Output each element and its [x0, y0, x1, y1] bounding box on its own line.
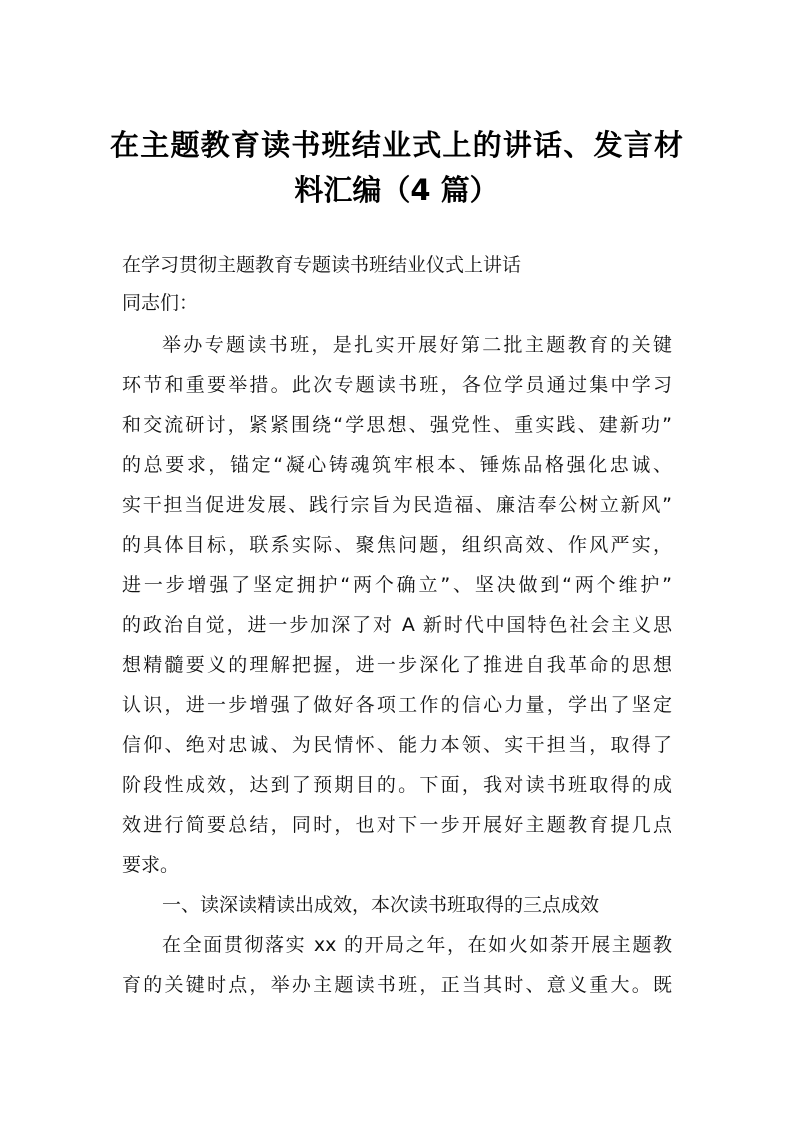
salutation: 同志们：: [122, 292, 199, 314]
paragraph-line: 效进行简要总结，同时，也对下一步开展好主题教育提几点: [122, 814, 672, 836]
paragraph-line: 的具体目标，联系实际、聚焦问题，组织高效、作风严实，: [122, 534, 672, 556]
paragraph-line: 阶段性成效，达到了预期目的。下面，我对读书班取得的成: [122, 774, 672, 796]
paragraph-line: 和交流研讨，紧紧围绕“学思想、强党性、重实践、建新功”: [122, 414, 672, 436]
section-heading-1: 一、读深读精读出成效，本次读书班取得的三点成效: [162, 894, 600, 916]
paragraph-line: 的政治自觉，进一步加深了对 A 新时代中国特色社会主义思: [122, 614, 672, 636]
paragraph-line: 举办专题读书班，是扎实开展好第二批主题教育的关键: [162, 334, 672, 356]
paragraph-line: 环节和重要举措。此次专题读书班，各位学员通过集中学习: [122, 374, 672, 396]
paragraph-line: 要求。: [122, 854, 180, 876]
paragraph-line: 在全面贯彻落实 xx 的开局之年，在如火如荼开展主题教: [162, 934, 672, 956]
paragraph-line: 实干担当促进发展、践行宗旨为民造福、廉洁奉公树立新风”: [122, 494, 672, 516]
paragraph-line: 的总要求，锚定“凝心铸魂筑牢根本、锤炼品格强化忠诚、: [122, 454, 672, 476]
paragraph-line: 进一步增强了坚定拥护“两个确立”、坚决做到“两个维护”: [122, 574, 672, 596]
document-title-line-2: 料汇编（4 篇）: [294, 173, 499, 207]
paragraph-line: 信仰、绝对忠诚、为民情怀、能力本领、实干担当，取得了: [122, 734, 672, 756]
paragraph-line: 想精髓要义的理解把握，进一步深化了推进自我革命的思想: [122, 654, 672, 676]
speech-subtitle: 在学习贯彻主题教育专题读书班结业仪式上讲话: [122, 254, 522, 276]
document-title-line-1: 在主题教育读书班结业式上的讲话、发言材: [110, 128, 683, 162]
paragraph-line: 育的关键时点，举办主题读书班，正当其时、意义重大。既: [122, 974, 672, 996]
paragraph-line: 认识，进一步增强了做好各项工作的信心力量，学出了坚定: [122, 694, 672, 716]
